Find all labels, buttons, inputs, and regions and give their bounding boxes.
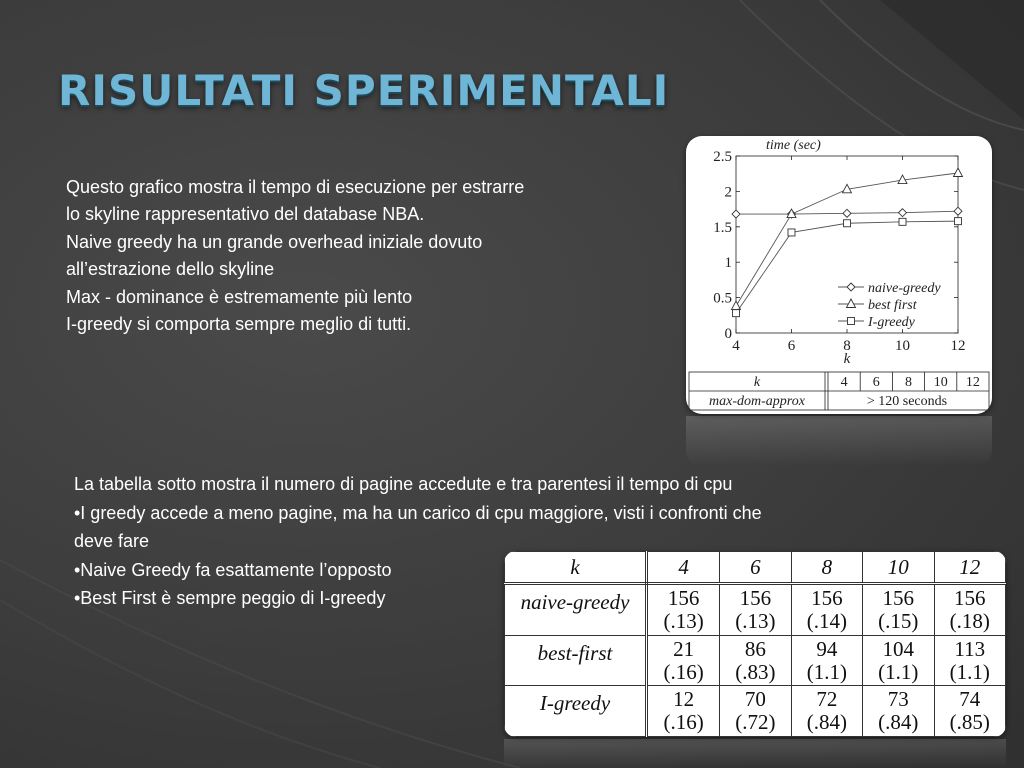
table-header-k: k — [505, 552, 647, 584]
x-tick-label: 8 — [843, 338, 851, 354]
legend-marker — [847, 283, 855, 291]
cpu-value: (.84) — [878, 710, 919, 735]
mini-table-k-value: 6 — [872, 375, 880, 390]
row-label: I-greedy — [505, 686, 647, 737]
y-tick-label: 1.5 — [713, 219, 732, 236]
description-line: Naive greedy ha un grande overhead iniziale dovuto — [66, 231, 483, 252]
table-header-cell: 6 — [720, 552, 791, 584]
y-tick-label: 2.5 — [713, 149, 732, 165]
chart-panel — [686, 136, 992, 414]
mini-table-row-value: > 120 seconds — [866, 394, 948, 409]
table-header-cell: 12 — [934, 552, 1005, 584]
description-line: I-greedy si comporta sempre meglio di tutti. — [66, 314, 412, 335]
pages-value: 156 — [882, 585, 915, 610]
mini-table-k-value: 8 — [905, 375, 912, 390]
mini-table-k-value: 12 — [965, 375, 980, 390]
cpu-value: (1.1) — [806, 659, 847, 684]
table-header-row — [505, 552, 1006, 584]
row-label: best-first — [505, 635, 647, 686]
description-line: La tabella sotto mostra il numero di pagine accedute e tra parentesi il tempo di cpu — [74, 474, 733, 494]
y-axis-label: time (sec) — [766, 138, 821, 153]
pages-value: 70 — [744, 687, 766, 712]
mini-table-k-value: 10 — [933, 375, 948, 390]
table-cell — [934, 584, 1005, 636]
pages-value: 12 — [673, 687, 695, 712]
row-label: naive-greedy — [505, 584, 647, 636]
description-line: Max - dominance è estremamente più lento — [66, 286, 413, 307]
data-point — [733, 310, 740, 317]
data-point — [955, 218, 962, 225]
cpu-value: (.85) — [949, 710, 990, 735]
pages-value: 156 — [739, 585, 772, 610]
y-tick-label: 0.5 — [713, 290, 732, 307]
mini-table-row-label: max-dom-approx — [709, 394, 805, 409]
table-cell — [863, 635, 934, 686]
table-cell — [934, 686, 1005, 737]
legend-label: best first — [868, 298, 917, 313]
table-cell — [863, 584, 934, 636]
results-table — [504, 551, 1006, 737]
cpu-value: (.13) — [663, 608, 704, 633]
pages-value: 156 — [811, 585, 843, 610]
bullet-item: •Best First è sempre peggio di I-greedy — [74, 588, 386, 608]
x-tick-label: 6 — [787, 338, 796, 354]
table-reflection — [504, 739, 1006, 768]
description-line: all’estrazione dello skyline — [66, 259, 275, 280]
cpu-value: (.14) — [806, 608, 847, 633]
table-cell — [863, 686, 934, 737]
table-cell — [647, 686, 720, 737]
results-table-panel — [504, 551, 1006, 737]
x-tick-label: 4 — [732, 338, 740, 354]
legend-marker — [848, 318, 855, 325]
table-header-cell: 10 — [863, 552, 934, 584]
table-cell — [647, 635, 720, 686]
cpu-value: (.72) — [735, 710, 776, 735]
pages-value: 104 — [882, 636, 915, 661]
pages-value: 113 — [954, 636, 986, 661]
slide-title: RISULTATI SPERIMENTALI — [58, 66, 670, 115]
table-cell — [791, 584, 862, 636]
cpu-value: (1.1) — [949, 659, 990, 684]
cpu-value: (.18) — [949, 608, 990, 633]
data-point — [899, 209, 907, 217]
y-tick-label: 1 — [724, 255, 732, 272]
y-tick-label: 2 — [724, 184, 732, 201]
y-tick-label: 0 — [724, 326, 732, 342]
description-line: deve fare — [74, 531, 150, 551]
table-cell — [720, 635, 791, 686]
data-point — [788, 229, 795, 236]
table-header-cell: 4 — [647, 552, 720, 584]
table-cell — [791, 635, 862, 686]
bullet-item: •Naive Greedy fa esattamente l’opposto — [74, 559, 392, 580]
table-cell — [647, 584, 720, 636]
cpu-value: (.16) — [663, 659, 704, 684]
x-tick-label: 12 — [950, 338, 966, 354]
table-cell — [934, 635, 1005, 686]
cpu-value: (.83) — [735, 659, 776, 684]
legend-label: I-greedy — [868, 315, 915, 330]
cpu-value: (.84) — [806, 710, 847, 735]
data-point — [844, 220, 851, 227]
pages-value: 156 — [667, 585, 700, 610]
table-row — [505, 686, 1006, 737]
cpu-value: (.16) — [663, 710, 704, 735]
time-chart — [686, 136, 992, 414]
mini-table-k: k — [753, 375, 761, 390]
table-cell — [720, 686, 791, 737]
pages-value: 94 — [816, 636, 838, 661]
pages-value: 21 — [673, 636, 695, 661]
pages-value: 72 — [816, 687, 838, 712]
table-row — [505, 635, 1006, 686]
description-line: Questo grafico mostra il tempo di esecuzione per estrarre — [66, 177, 525, 197]
cpu-value: (1.1) — [878, 659, 919, 684]
pages-value: 73 — [887, 687, 909, 712]
chart-reflection — [686, 416, 992, 466]
mini-table-k-value: 4 — [840, 375, 848, 390]
pages-value: 74 — [959, 687, 981, 712]
table-cell — [720, 584, 791, 636]
x-tick-label: 10 — [895, 338, 910, 354]
pages-value: 86 — [744, 636, 766, 661]
data-point — [899, 218, 906, 225]
chart-description — [66, 174, 666, 338]
cpu-value: (.15) — [878, 608, 919, 633]
x-axis-label: k — [843, 351, 851, 367]
legend-label: naive-greedy — [868, 281, 941, 296]
pages-value: 156 — [954, 585, 986, 610]
series-line-i-greedy — [736, 221, 958, 313]
table-header-cell: 8 — [791, 552, 862, 584]
legend-marker — [847, 299, 856, 308]
description-line: lo skyline rappresentativo del database NBA. — [66, 204, 425, 225]
data-point — [954, 168, 963, 177]
bullet-item: •I greedy accede a meno pagine, ma ha un carico di cpu maggiore, visti i confronti che — [74, 502, 762, 523]
table-cell — [791, 686, 862, 737]
data-point — [954, 207, 962, 215]
cpu-value: (.13) — [735, 608, 776, 633]
data-point — [843, 209, 851, 217]
table-row — [505, 584, 1006, 636]
data-point — [732, 210, 740, 218]
